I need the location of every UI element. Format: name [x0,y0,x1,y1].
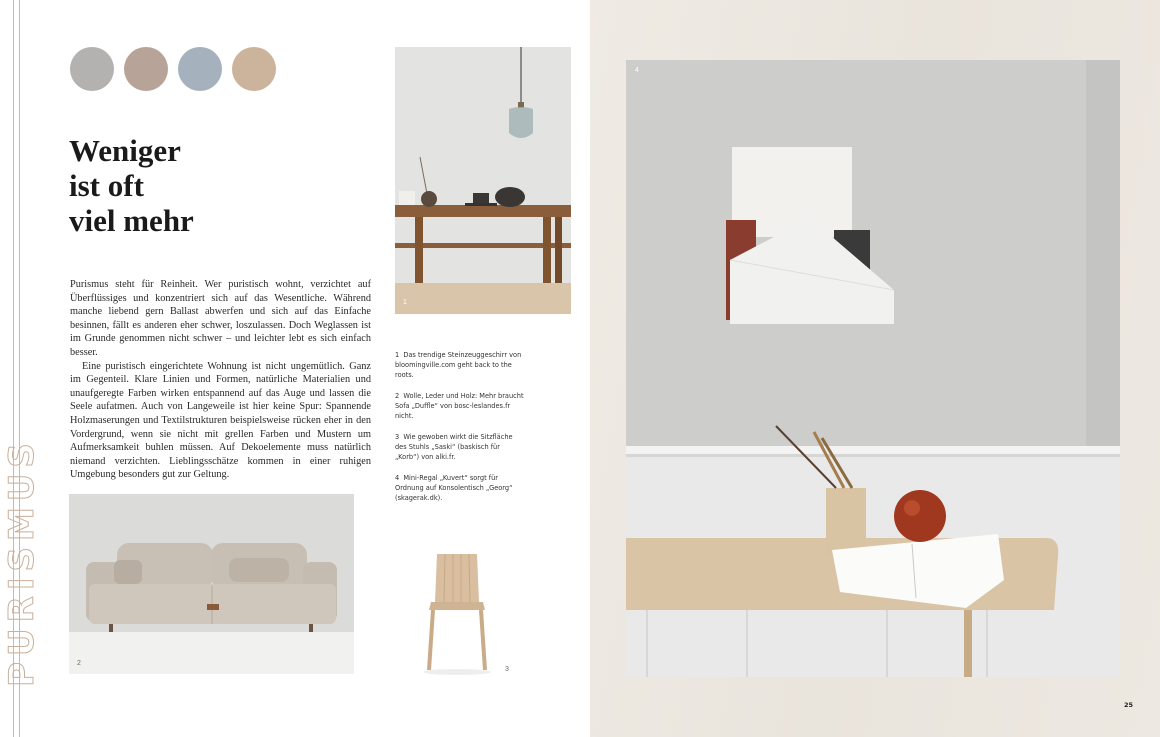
photo-number: 3 [505,666,509,673]
caption-text: Das trendige Steinzeuggeschirr von bloomingville.com geht back to the roots. [395,351,522,379]
color-swatch-grey [70,47,114,91]
section-label-text: PURISMUS [2,437,42,687]
chair-illustration [395,538,516,678]
photo-chair [395,538,516,678]
article-body [70,278,371,482]
caption-item [395,350,525,380]
desk-illustration [626,60,1120,677]
color-swatch-sand [232,47,276,91]
photo-captions [395,350,525,514]
color-swatch-mauve [124,47,168,91]
caption-item [395,432,525,462]
paragraph: Purismus steht für Reinheit. Wer puristisch wohnt, verzichtet auf Überflüssiges und konzentriert sich auf das Wesentliche. Während manche liebend gern Ballast abwerfen und sich auf das Einfache besinnen, fällt es anderen eher schwer, loszulassen. Doch Weglassen ist im Grunde genommen nicht schwer – und leichter lebt es sich einfach besser. [70,279,371,358]
caption-text: Wolle, Leder und Holz: Mehr braucht Sofa „Duffle“ von bosc-leslandes.fr nicht. [395,392,524,420]
caption-number: 2 [395,392,400,400]
sofa-illustration [69,494,354,674]
caption-item [395,473,525,503]
caption-text: Wie gewoben wirkt die Sitzfläche des Stuhls „Saski“ (baskisch für „Korb“) von alki.fr. [395,433,513,461]
caption-item [395,391,525,421]
photo-desk-wall-shelf [626,60,1120,677]
photo-number: 4 [635,67,639,74]
photo-number: 2 [77,660,81,667]
color-palette [70,47,276,91]
caption-number: 3 [395,433,400,441]
color-swatch-blue-grey [178,47,222,91]
photo-sofa [69,494,354,674]
photo-number: 1 [403,299,407,306]
page-number: 25 [1124,701,1134,709]
photo-table-pendant [395,47,571,314]
paragraph: Eine puristisch eingerichtete Wohnung ist nicht ungemütlich. Ganz im Gegenteil. Klare Linien und Formen, natürliche Materialien und unaufgeregte Farben wirken entspannend auf das Auge und lassen die Seele aufatmen. Auch von Langeweile ist hier keine Spur: Spannende Holzmaserungen und Textilstrukturen beispielsweise rücken eher in den Vordergrund, wenn sie nicht mit grellen Farben und Mustern um Aufmerksamkeit buhlen müssen. Auf Dekoelemente muss natürlich niemand verzichten. Lieblingsschätze kommen in einer ruhigen Umgebung besonders gut zur Geltung. [70,360,371,481]
page-headline: Weniger ist oft viel mehr [69,133,194,238]
caption-number: 1 [395,351,400,359]
table-illustration [395,47,571,314]
section-label [2,437,42,687]
caption-number: 4 [395,474,400,482]
caption-text: Mini-Regal „Kuvert“ sorgt für Ordnung auf Konsolentisch „Georg“ (skagerak.dk). [395,474,513,502]
